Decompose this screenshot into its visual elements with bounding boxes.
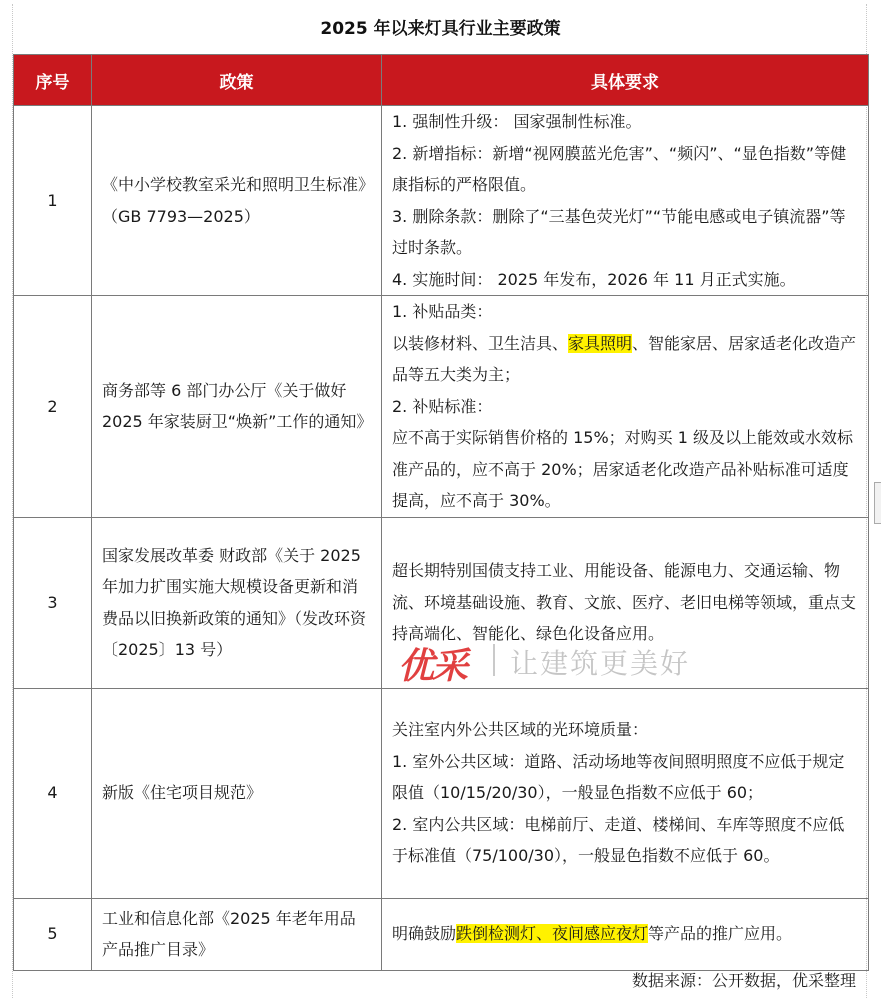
header-policy: 政策	[92, 55, 382, 106]
row-num: 5	[14, 898, 92, 970]
requirement-line: 1. 强制性升级： 国家强制性标准。	[392, 112, 642, 131]
requirement-line	[392, 328, 858, 391]
requirements-cell	[382, 106, 869, 296]
requirement-line: 3. 删除条款：删除了“三基色荧光灯”“节能电感或电子镇流器”等过时条款。	[392, 206, 846, 257]
requirements-cell	[382, 296, 869, 518]
header-num: 序号	[14, 55, 92, 106]
requirement-text: 、智能家居、居家适老化改造产品等五大类为主；	[392, 333, 857, 384]
requirement-line: 超长期特别国债支持工业、用能设备、能源电力、交通运输、物流、环境基础设施、教育、文旅、医疗、老旧电梯等领域，重点支持高端化、智能化、绿色化设备应用。	[392, 561, 857, 644]
watermark-slogan: 让建筑更美好	[510, 647, 691, 680]
highlighted-text: 家具照明	[568, 333, 633, 353]
table-row	[14, 517, 869, 688]
header-requirements: 具体要求	[382, 55, 869, 106]
policy-table	[13, 54, 869, 971]
table-title: 2025 年以来灯具行业主要政策	[320, 19, 561, 39]
requirement-line: 2. 室内公共区域：电梯前厅、走道、楼梯间、车库等照度不应低于标准值（75/100/30），一般显色指数不应低于 60。	[392, 814, 845, 866]
header-row	[14, 55, 869, 106]
requirement-text: 明确鼓励	[392, 924, 457, 944]
data-source-note: 数据来源：公开数据，优采整理	[631, 971, 856, 990]
highlighted-text: 跌倒检测灯、夜间感应夜灯	[456, 924, 649, 944]
requirements-cell	[382, 898, 869, 970]
requirement-line: 4. 实施时间： 2025 年发布，2026 年 11 月正式实施。	[392, 269, 796, 289]
row-num: 1	[14, 106, 92, 296]
policy-cell: 国家发展改革委 财政部《关于 2025 年加力扩围实施大规模设备更新和消费品以旧换新政策的通知》（发改环资〔2025〕13 号）	[92, 517, 382, 688]
table-row	[14, 688, 869, 898]
side-scroll-handle[interactable]	[874, 482, 881, 524]
policy-cell: 工业和信息化部《2025 年老年用品产品推广目录》	[92, 898, 382, 970]
requirement-line: 1. 室外公共区域：道路、活动场地等夜间照明照度不应低于规定限值（10/15/20/30），一般显色指数不应低于 60；	[392, 751, 845, 803]
table-row	[14, 898, 869, 970]
document-page	[12, 4, 867, 998]
requirement-line: 关注室内外公共区域的光环境质量：	[392, 720, 649, 740]
row-num: 3	[14, 517, 92, 688]
requirement-line: 应不高于实际销售价格的 15%；对购买 1 级及以上能效或水效标准产品的，应不高于 20%；居家适老化改造产品补贴标准可适度提高，应不高于 30%。	[392, 428, 854, 510]
requirement-text: 等产品的推广应用。	[648, 924, 793, 944]
policy-cell: 《中小学校教室采光和照明卫生标准》（GB 7793—2025）	[92, 106, 382, 296]
requirement-line	[392, 918, 858, 950]
row-num: 4	[14, 688, 92, 898]
table-row	[14, 296, 869, 518]
requirement-line: 2. 补贴标准：	[392, 396, 493, 416]
requirements-cell	[382, 517, 869, 688]
requirements-cell	[382, 688, 869, 898]
requirement-line: 2. 新增指标：新增“视网膜蓝光危害”、“频闪”、“显色指数”等健康指标的严格限值。	[392, 143, 847, 194]
requirement-text: 以装修材料、卫生洁具、	[392, 333, 569, 353]
row-num: 2	[14, 296, 92, 518]
watermark-logo: 优采	[398, 646, 467, 687]
requirement-line: 1. 补贴品类：	[392, 302, 493, 321]
policy-cell: 商务部等 6 部门办公厅《关于做好 2025 年家装厨卫“焕新”工作的通知》	[92, 296, 382, 518]
table-row	[14, 106, 869, 296]
policy-cell: 新版《住宅项目规范》	[92, 688, 382, 898]
